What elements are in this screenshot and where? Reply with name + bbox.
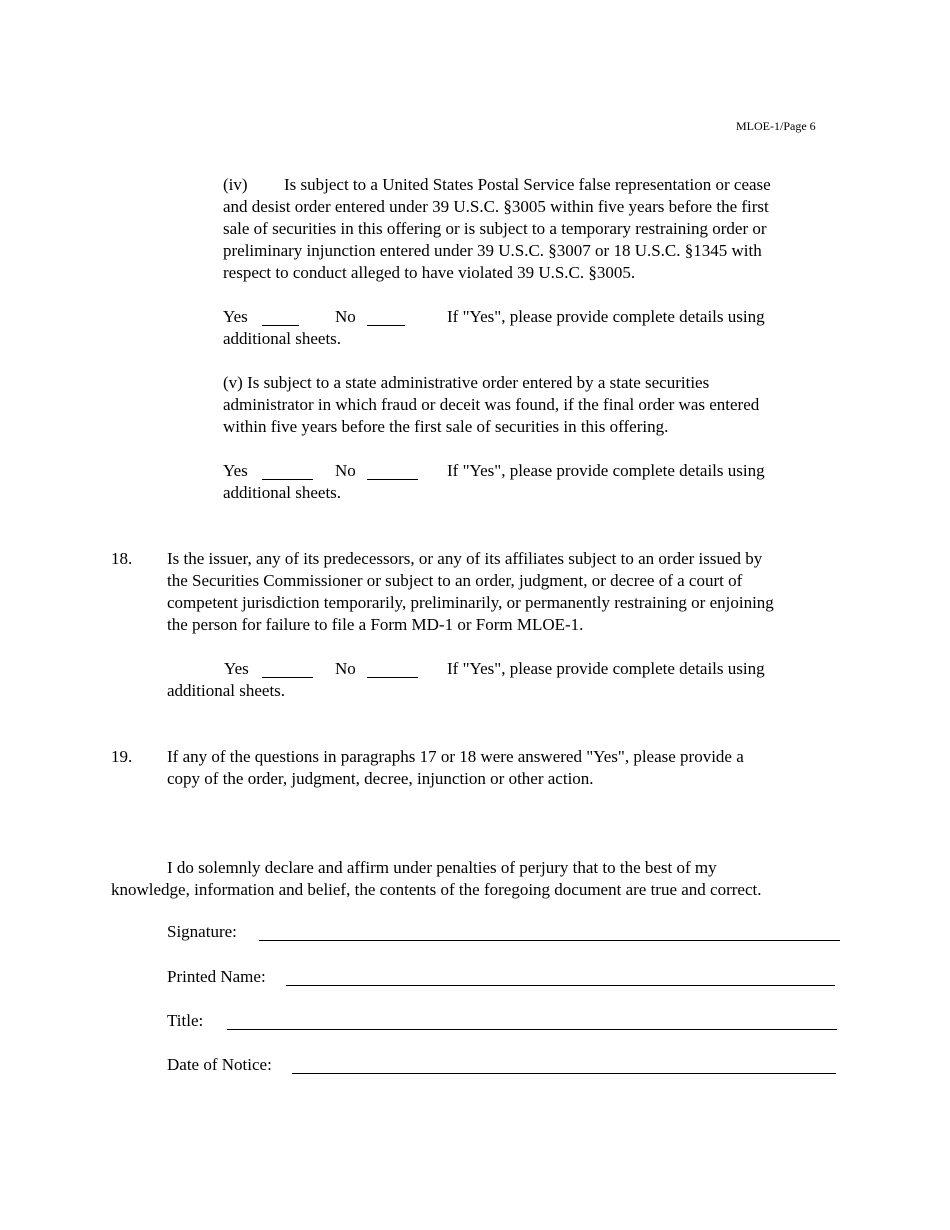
item-iv-line-5: respect to conduct alleged to have violated 39 U.S.C. §3005. — [223, 263, 636, 282]
declaration-line-2: knowledge, information and belief, the contents of the foregoing document are true and correct. — [111, 880, 762, 899]
item-18-no-label: No — [335, 659, 356, 678]
item-iv-yes-label: Yes — [223, 307, 248, 326]
declaration-line-1: I do solemnly declare and affirm under penalties of perjury that to the best of my — [167, 858, 717, 877]
signature-line[interactable] — [259, 940, 840, 941]
item-18-line-3: competent jurisdiction temporarily, preliminarily, or permanently restraining or enjoining — [167, 593, 774, 612]
printed-name-label: Printed Name: — [167, 967, 266, 986]
item-iv-line-1: Is subject to a United States Postal Service false representation or cease — [284, 175, 771, 194]
item-v-instruction-cont: additional sheets. — [223, 483, 342, 502]
item-iv-line-4: preliminary injunction entered under 39 U.S.C. §3007 or 18 U.S.C. §1345 with — [223, 241, 762, 260]
item-iv-no-blank[interactable] — [367, 325, 405, 326]
item-18-instruction-cont: additional sheets. — [167, 681, 286, 700]
item-v-yes-label: Yes — [223, 461, 248, 480]
item-18-line-1: Is the issuer, any of its predecessors, or any of its affiliates subject to an order issued by — [167, 549, 763, 568]
item-19-line-2: copy of the order, judgment, decree, injunction or other action. — [167, 769, 594, 788]
title-label: Title: — [167, 1011, 204, 1030]
item-v-yes-blank[interactable] — [262, 479, 313, 480]
date-of-notice-label: Date of Notice: — [167, 1055, 272, 1074]
item-v-no-label: No — [335, 461, 356, 480]
item-v-line-2: administrator in which fraud or deceit was found, if the final order was entered — [223, 395, 760, 414]
item-19-line-1: If any of the questions in paragraphs 17 or 18 were answered "Yes", please provide a — [167, 747, 744, 766]
page-number-header: MLOE-1/Page 6 — [736, 119, 816, 133]
item-18-line-4: the person for failure to file a Form MD-1 or Form MLOE-1. — [167, 615, 584, 634]
item-iv-line-3: sale of securities in this offering or is subject to a temporary restraining order or — [223, 219, 767, 238]
item-19-number: 19. — [111, 747, 133, 766]
item-18-no-blank[interactable] — [367, 677, 418, 678]
date-of-notice-line[interactable] — [292, 1073, 836, 1074]
item-iv-no-label: No — [335, 307, 356, 326]
title-line[interactable] — [227, 1029, 837, 1030]
item-18-instruction: If "Yes", please provide complete details using — [447, 659, 765, 678]
item-v-line-1: (v) Is subject to a state administrative order entered by a state securities — [223, 373, 710, 392]
item-v-instruction: If "Yes", please provide complete details using — [447, 461, 765, 480]
item-iv-line-2: and desist order entered under 39 U.S.C. §3005 within five years before the first — [223, 197, 769, 216]
item-iv-yes-blank[interactable] — [262, 325, 299, 326]
item-18-number: 18. — [111, 549, 133, 568]
item-18-yes-blank[interactable] — [262, 677, 313, 678]
item-iv-instruction: If "Yes", please provide complete details using — [447, 307, 765, 326]
printed-name-line[interactable] — [286, 985, 835, 986]
signature-label: Signature: — [167, 922, 237, 941]
item-v-line-3: within five years before the first sale of securities in this offering. — [223, 417, 669, 436]
item-iv-instruction-cont: additional sheets. — [223, 329, 342, 348]
item-iv-marker: (iv) — [223, 175, 248, 194]
item-v-no-blank[interactable] — [367, 479, 418, 480]
item-18-yes-label: Yes — [224, 659, 249, 678]
item-18-line-2: the Securities Commissioner or subject to an order, judgment, or decree of a court of — [167, 571, 743, 590]
